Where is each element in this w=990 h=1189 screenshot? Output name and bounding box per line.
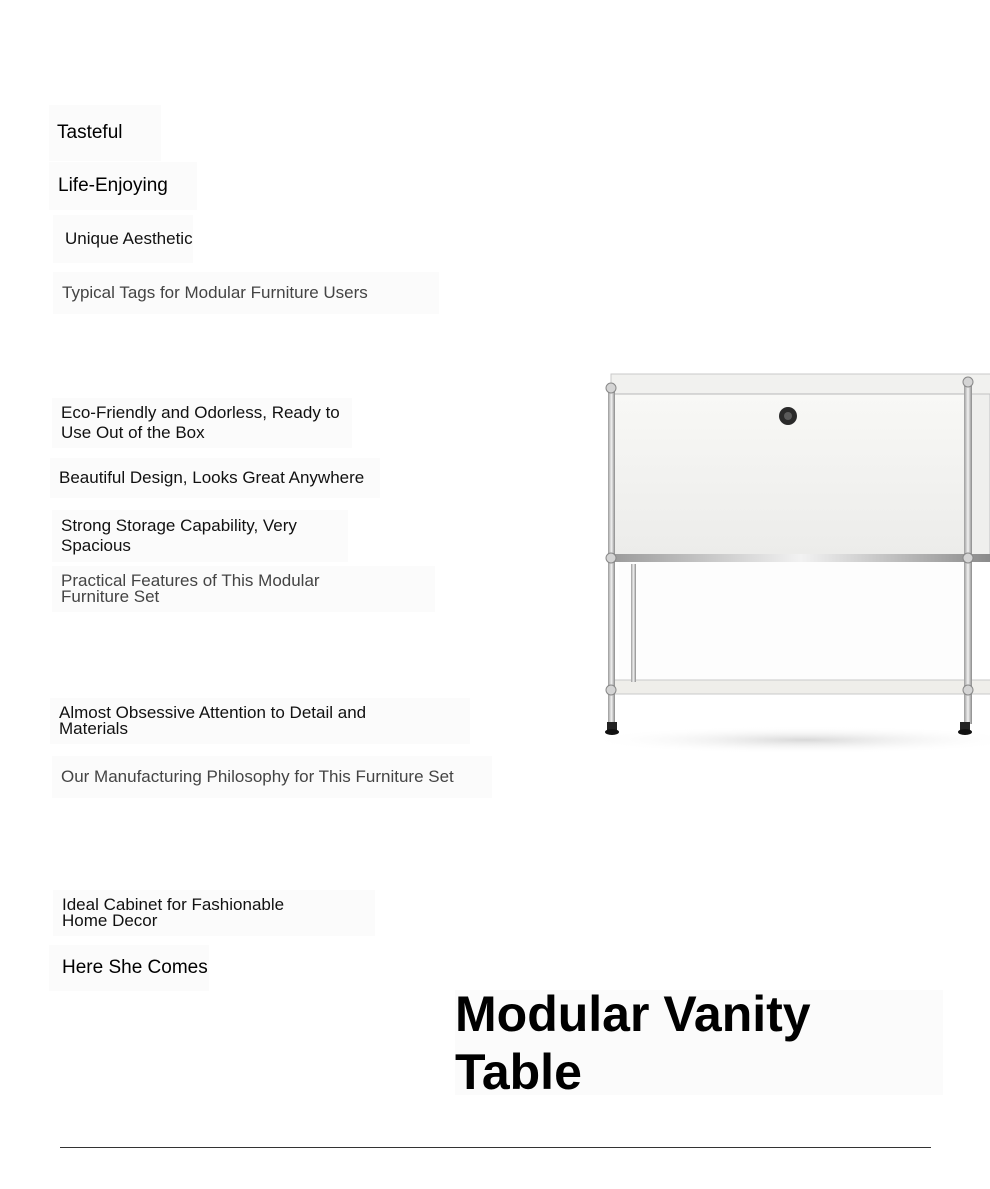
intro-ideal-cabinet-label: Ideal Cabinet for Fashionable Home Decor <box>62 895 285 930</box>
caption-manufacturing-philosophy-label: Our Manufacturing Philosophy for This Furniture Set <box>61 767 454 786</box>
philosophy-attention-label: Almost Obsessive Attention to Detail and Materials <box>59 703 367 738</box>
product-title-box <box>455 985 943 1100</box>
caption-practical-features <box>52 566 435 612</box>
caption-typical-tags-label: Typical Tags for Modular Furniture Users <box>62 283 368 302</box>
philosophy-attention <box>50 698 470 744</box>
feature-storage <box>52 510 348 562</box>
feature-eco-friendly <box>52 398 352 448</box>
feature-beautiful-design <box>50 458 380 498</box>
product-title: Modular Vanity Table <box>455 985 811 1100</box>
tag-life-enjoying-label: Life-Enjoying <box>58 175 168 196</box>
tag-life-enjoying <box>49 162 197 210</box>
divider <box>60 1147 931 1148</box>
feature-eco-friendly-label: Eco-Friendly and Odorless, Ready to Use Out of the Box <box>61 403 340 442</box>
feature-beautiful-design-label: Beautiful Design, Looks Great Anywhere <box>59 468 365 487</box>
cabinet-illustration-icon <box>575 360 990 760</box>
intro-here-she-comes <box>49 945 209 991</box>
intro-here-she-comes-label: Here She Comes <box>62 957 208 978</box>
intro-ideal-cabinet <box>53 890 375 936</box>
tag-unique-aesthetic-label: Unique Aesthetic <box>65 229 193 248</box>
caption-manufacturing-philosophy <box>52 756 492 798</box>
caption-typical-tags <box>53 272 439 314</box>
tag-tasteful-label: Tasteful <box>57 122 123 143</box>
tag-tasteful <box>49 105 161 161</box>
caption-practical-features-label: Practical Features of This Modular Furniture Set <box>61 571 320 606</box>
tag-unique-aesthetic <box>53 215 193 263</box>
feature-storage-label: Strong Storage Capability, Very Spacious <box>61 516 297 555</box>
